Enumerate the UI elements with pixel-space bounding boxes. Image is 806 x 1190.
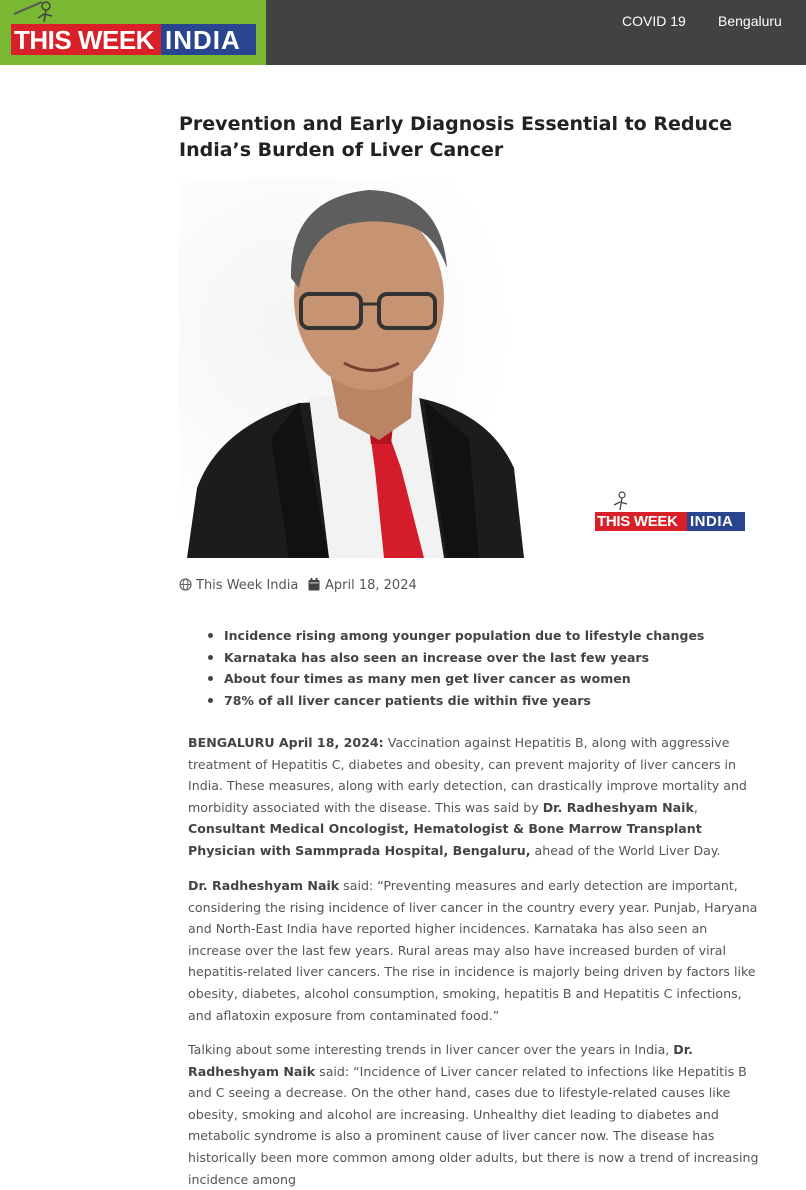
site-logo[interactable] — [0, 0, 266, 65]
calendar-icon — [308, 578, 320, 591]
doctor-name: Dr. Radheshyam Naik — [542, 799, 694, 815]
paragraph-text: , — [693, 799, 698, 815]
logo-figure-icon — [12, 0, 72, 26]
highlight-item: About four times as many men get liver cancer as women — [206, 668, 766, 690]
paragraph-text: ahead of the World Liver Day. — [530, 842, 721, 858]
portrait-illustration — [179, 178, 759, 558]
dateline: BENGALURU April 18, 2024: — [188, 735, 384, 750]
article-title: Prevention and Early Diagnosis Essential to Reduce India’s Burden of Liver Cancer — [179, 113, 733, 161]
highlights-list — [206, 625, 766, 712]
watermark-figure-icon — [596, 490, 636, 514]
site-header — [0, 0, 806, 65]
paragraph-text: said: “Incidence of Liver cancer related to infections like Hepatitis B and C seeing a decrease. On the other hand, cases due to lifestyle-related causes like obesity, smoking and alcohol are increasing. Unhealthy diet leading to diabetes and metabolic syndrome is also a prominent cause of liver cancer now. The disease has historically been more common among older adults, but there is now a trend of increasing incidence among — [188, 1063, 759, 1187]
watermark-text-india: INDIA — [690, 513, 734, 530]
doctor-name: Dr. Radheshyam Naik — [188, 878, 340, 893]
logo-text-this-week: THIS WEEK — [14, 25, 154, 55]
featured-image — [179, 178, 759, 558]
article-author[interactable]: This Week India — [196, 578, 299, 593]
highlight-item: Karnataka has also seen an increase over the last few years — [206, 647, 766, 669]
doctor-role: Consultant Medical Oncologist, Hematologist & Bone Marrow Transplant Physician with Sammprada Hospital, Bengaluru, — [188, 821, 702, 858]
logo-text-india: INDIA — [165, 25, 241, 55]
article-paragraph-2 — [188, 875, 760, 1026]
doctor-name: Dr. Radheshyam Naik — [188, 1042, 693, 1079]
highlight-item: Incidence rising among younger population due to lifestyle changes — [206, 625, 766, 647]
paragraph-text: Talking about some interesting trends in liver cancer over the years in India, — [188, 1042, 674, 1057]
article-date: April 18, 2024 — [325, 578, 417, 593]
paragraph-text: said: “Preventing measures and early detection are important, considering the rising incidence of liver cancer in the country every year. Punjab, Haryana and North-East India have reported higher incidences. Karnataka has also seen an increase over the last few years. Rural areas may also have increased burden of viral hepatitis-related liver cancers. The rise in incidence is majorly being driven by factors like obesity, diabetes, alcohol consumption, smoking, hepatitis B and Hepatitis C infections, and aflatoxin exposure from contaminated food.” — [188, 878, 758, 1023]
highlight-item: 78% of all liver cancer patients die within five years — [206, 690, 766, 712]
article-paragraph-3 — [188, 1039, 760, 1190]
nav-item-bengaluru[interactable]: Bengaluru — [718, 13, 782, 29]
globe-icon — [179, 578, 192, 591]
nav-item-covid-19[interactable]: COVID 19 — [622, 13, 686, 29]
paragraph-text: Vaccination against Hepatitis B, along with aggressive treatment of Hepatitis C, diabetes and obesity, can prevent majority of liver cancers in India. These measures, along with early detection, can drastically improve mortality and morbidity associated with the disease. This was said by — [188, 735, 747, 815]
article-paragraph-1 — [188, 732, 760, 862]
watermark-text-this-week: THIS WEEK — [597, 513, 678, 530]
